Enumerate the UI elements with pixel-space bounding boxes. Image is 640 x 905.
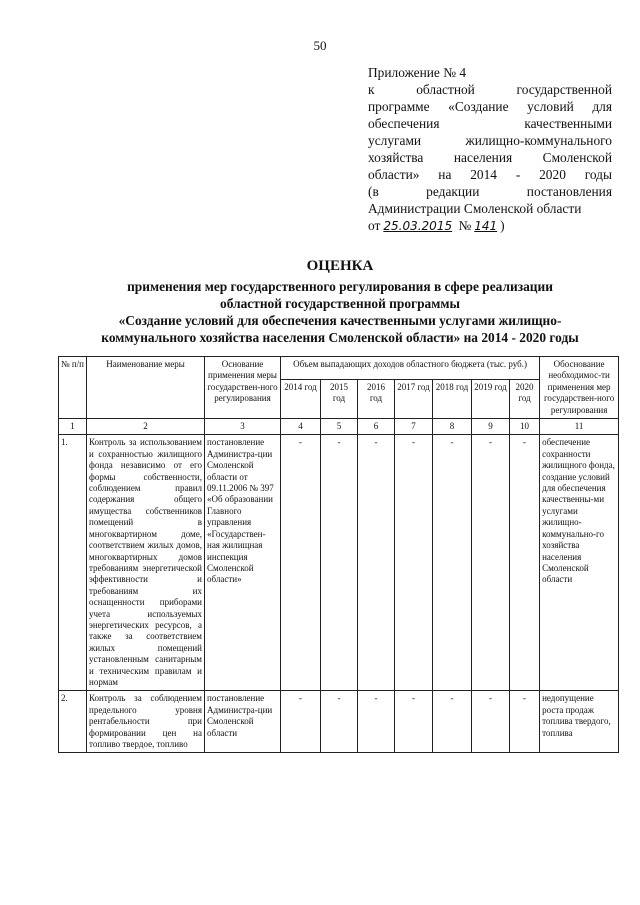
page-number: 50 [313,38,327,53]
title-line: применения мер государственного регулирования в сфере реализации [127,279,553,294]
sign-prefix: от [368,218,381,233]
document-title [60,258,620,346]
appendix-line: (в редакции постановления [368,184,612,199]
handwritten-number: 141 [474,219,498,233]
row-num: 1. [59,435,87,691]
col-number: 9 [472,419,510,435]
appendix-block [368,64,612,235]
appendix-line: к областной государственной [368,82,612,97]
row-name: Контроль за соблюдением предельного уровня рентабельности при формировании цен на топливо твердое, топливо [87,691,205,753]
col-number: 7 [395,419,433,435]
row-value: - [358,691,395,753]
appendix-line: программе «Создание условий для [368,99,612,114]
col-number: 1 [59,419,87,435]
title-main: ОЦЕНКА [306,258,374,274]
header-year: 2019 год [472,380,510,419]
header-year: 2015 год [321,380,358,419]
row-need: недопущение роста продаж топлива твердого, топлива [540,691,619,753]
col-number: 5 [321,419,358,435]
title-line: коммунального хозяйства населения Смоленской области» на 2014 - 2020 годы [101,330,579,345]
row-value: - [395,691,433,753]
row-value: - [510,691,540,753]
header-year: 2014 год [281,380,321,419]
column-number-row [59,419,619,435]
title-line: «Создание условий для обеспечения качественными услугами жилищно- [118,313,562,328]
row-value: - [358,435,395,691]
col-number: 4 [281,419,321,435]
row-value: - [321,691,358,753]
header-need: Обоснование необходимос-ти применения мер государствен-ного регулирования [540,357,619,419]
measures-table [58,356,619,753]
header-year: 2018 год [433,380,472,419]
row-value: - [510,435,540,691]
header-volume: Объем выпадающих доходов областного бюджета (тыс. руб.) [281,357,540,380]
table-row [59,435,619,691]
appendix-line: обеспечения качественными [368,116,612,131]
row-value: - [472,691,510,753]
handwritten-date: 25.03.2015 [383,219,453,233]
row-value: - [395,435,433,691]
signature-line: от 25.03.2015 № 141 ) [368,218,505,233]
row-value: - [281,435,321,691]
row-value: - [281,691,321,753]
row-name: Контроль за использованием и сохранностью жилищного фонда независимо от его формы собственности, соблюдением правил содержания общего имущества собственников помещений в многоквартирном доме, соответствием жилых домов, многоквартирных домов требованиям энергетической эффективности и требованиям их оснащенности приборами учета используемых энергетических ресурсов, а также за соответствием жилых помещений установленным санитарным и техническим правилам и нормам [87,435,205,691]
header-year: 2017 год [395,380,433,419]
row-value: - [321,435,358,691]
header-year: 2016 год [358,380,395,419]
row-value: - [472,435,510,691]
header-name: Наименование меры [87,357,205,419]
sign-num-prefix: № [458,218,472,233]
col-number: 11 [540,419,619,435]
row-num: 2. [59,691,87,753]
table-row [59,691,619,753]
row-basis: постановление Администра-ции Смоленской области [205,691,281,753]
appendix-line: хозяйства населения Смоленской [368,150,612,165]
col-number: 3 [205,419,281,435]
header-basis: Основание применения меры государствен-ного регулирования [205,357,281,419]
col-number: 6 [358,419,395,435]
header-year: 2020 год [510,380,540,419]
header-num: № п/п [59,357,87,419]
title-line: областной государственной программы [220,296,460,311]
row-need: обеспечение сохранности жилищного фонда, создание условий для обеспечения качественны-ми услугами жилищно-коммунально-го хозяйства населения Смоленской области [540,435,619,691]
header-row [59,357,619,380]
row-value: - [433,435,472,691]
col-number: 2 [87,419,205,435]
appendix-line: Приложение № 4 [368,65,467,80]
row-basis: постановление Администра-ции Смоленской области от 09.11.2006 № 397 «Об образовании Главного управления «Государствен-ная жилищная инспекция Смоленской области» [205,435,281,691]
row-value: - [433,691,472,753]
col-number: 10 [510,419,540,435]
appendix-line: услугами жилищно-коммунального [368,133,612,148]
appendix-line: Администрации Смоленской области [368,201,582,216]
appendix-line: области» на 2014 - 2020 годы [368,167,612,182]
col-number: 8 [433,419,472,435]
